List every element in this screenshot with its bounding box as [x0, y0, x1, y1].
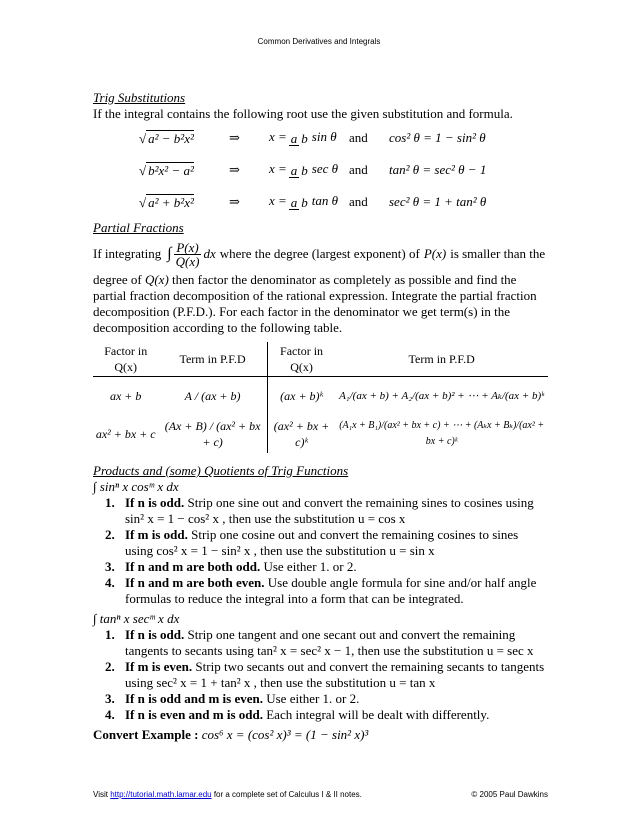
list-item: 1. If n is odd. Strip one sine out and convert the remaining sines to cosines using — [105, 495, 534, 510]
implies-symbol: ⇒ — [229, 194, 240, 209]
footer-text: Visit — [93, 790, 108, 799]
copyright: © 2005 Paul Dawkins — [471, 790, 548, 799]
tan-sec-list — [93, 627, 548, 723]
implies-symbol: ⇒ — [229, 162, 240, 177]
and-word: and — [349, 194, 368, 209]
root-expression: √ a² + b²x² — [139, 194, 194, 210]
table-row — [93, 415, 548, 453]
products-title: Products and (some) Quotients of Trig Functions — [93, 463, 349, 478]
list-item-equation: using cos² x = 1 − sin² x , then use the substitution u = sin x — [125, 543, 435, 558]
partial-fractions-title: Partial Fractions — [93, 220, 184, 235]
table-cell: ax + b — [109, 389, 142, 403]
substitution: x = a b sec θ — [269, 161, 339, 178]
list-item-equation: using sec² x = 1 + tan² x , then use the substitution u = tan x — [125, 675, 436, 690]
list-item-equation: sin² x = 1 − cos² x , then use the substitution u = cos x — [125, 511, 406, 526]
dx: dx — [203, 246, 216, 261]
and-word: and — [349, 162, 368, 177]
partial-intro-line — [93, 236, 548, 272]
list-item: 4. If n and m are both even. Use double angle formula for sine and/or half angle formulas to reduce the integral into a form that can be integrated. — [105, 575, 537, 606]
trig-sub-row — [93, 186, 548, 218]
implies-symbol: ⇒ — [229, 130, 240, 145]
table-header: Factor in Q(x) — [93, 342, 158, 377]
list-item: 2. If m is odd. Strip one cosine out and convert the remaining cosines to sines — [105, 527, 519, 542]
page-header: Common Derivatives and Integrals — [257, 37, 381, 46]
trig-sub-intro: If the integral contains the following root use the given substitution and formula. — [93, 106, 513, 121]
and-word: and — [349, 130, 368, 145]
identity: tan² θ = sec² θ − 1 — [389, 162, 487, 177]
table-cell: A / (ax + b) — [158, 377, 267, 416]
substitution: x = a b sin θ — [269, 129, 337, 146]
table-cell: (ax² + bx + c)ᵏ — [273, 419, 330, 449]
list-item: 2. If m is even. Strip two secants out and convert the remaining secants to tangents — [105, 659, 545, 674]
table-row — [93, 377, 548, 416]
page-content — [93, 90, 548, 743]
substitution: x = a b tan θ — [269, 193, 339, 210]
trig-sub-title: Trig Substitutions — [93, 90, 186, 105]
table-cell: (A₁x + B₁)/(ax² + bx + c) + ⋯ + (Aₖx + Bₖ)/(ax² + bx + c)ᵏ — [339, 420, 545, 447]
fraction: $\frac{P(x)}{Q(x)}$ — [175, 239, 200, 269]
trig-sub-row — [93, 154, 548, 186]
trig-sub-row — [93, 122, 548, 154]
list-item: 4. If n is even and m is odd. Each integral will be dealt with differently. — [105, 707, 490, 722]
identity: cos² θ = 1 − sin² θ — [389, 130, 486, 145]
text: where the degree (largest exponent) of — [219, 246, 420, 261]
partial-paragraph: degree of Q(x) then factor the denominator as completely as possible and find the partial fraction decomposition of the rational expression. Integrate the partial fraction decomposition (P.F.D.). For each factor in the denominator we get term(s) in the decomposition according to the following table. — [93, 272, 537, 335]
integral-tan-sec: ∫ tanⁿ x secᵐ x dx — [93, 611, 180, 626]
list-item: 3. If n is odd and m is even. Use either 1. or 2. — [105, 691, 360, 706]
table-cell: (ax + b)ᵏ — [280, 389, 323, 403]
convert-example — [93, 727, 548, 743]
integral-sin-cos: ∫ sinⁿ x cosᵐ x dx — [93, 479, 179, 494]
table-cell: (Ax + B) / (ax² + bx + c) — [158, 415, 267, 453]
footer-link[interactable]: http://tutorial.math.lamar.edu — [110, 790, 212, 799]
pfd-table — [93, 342, 548, 453]
list-item: 3. If n and m are both odd. Use either 1. or 2. — [105, 559, 357, 574]
list-item: 1. If n is odd. Strip one tangent and one secant out and convert the remaining tangents to secants using tan² x = sec² x − 1, then use the substitution u = sec x — [105, 627, 534, 658]
page-footer — [93, 790, 548, 799]
example-label: Convert Example : — [93, 727, 199, 742]
px: P(x) — [423, 246, 447, 261]
example-equation: cos⁶ x = (cos² x)³ = (1 − sin² x)³ — [201, 727, 369, 742]
integral-sign: ∫ — [167, 245, 172, 262]
sin-cos-list — [93, 495, 548, 607]
table-header: Factor in Q(x) — [267, 342, 335, 377]
table-header: Term in P.F.D — [335, 342, 548, 377]
text: If integrating — [93, 246, 162, 261]
text: is smaller than the — [450, 246, 546, 261]
root-expression: √ b²x² − a² — [139, 162, 194, 178]
table-cell: A₁/(ax + b) + A₂/(ax + b)² + ⋯ + Aₖ/(ax + b)ᵏ — [339, 390, 545, 402]
root-expression: √ a² − b²x² — [139, 130, 194, 146]
identity: sec² θ = 1 + tan² θ — [389, 194, 487, 209]
footer-text: for a complete set of Calculus I & II notes. — [213, 790, 362, 799]
table-header: Term in P.F.D — [158, 342, 267, 377]
table-cell: ax² + bx + c — [95, 427, 156, 441]
